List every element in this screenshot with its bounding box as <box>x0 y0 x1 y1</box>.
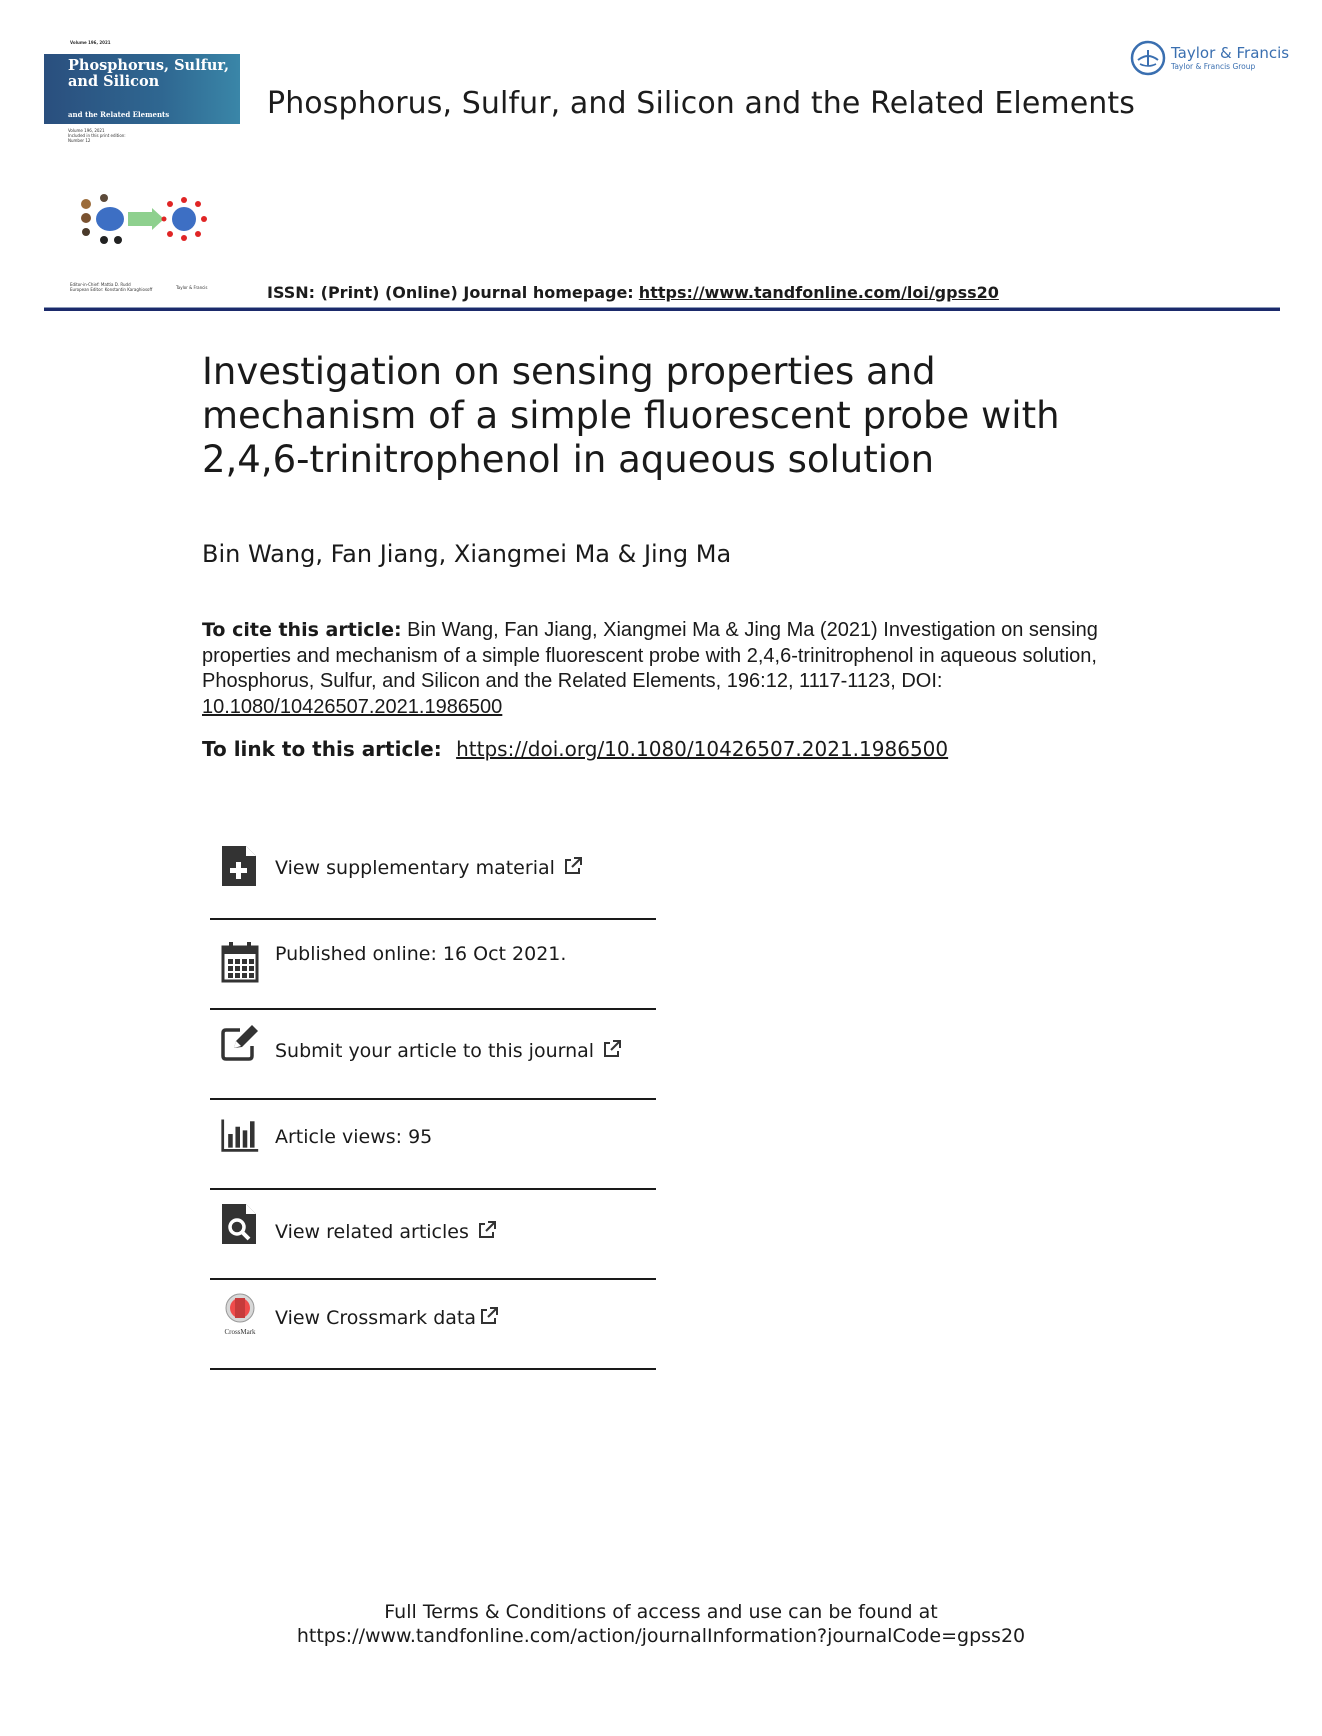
header-rule <box>44 308 1280 311</box>
external-link-icon <box>479 1306 499 1326</box>
issn-line <box>267 283 999 302</box>
article-views-row <box>210 1100 656 1188</box>
cover-edition-line: Included in this print edition: <box>68 133 126 138</box>
cover-volume-line: Volume 196, 2021 <box>70 40 111 45</box>
published-online-row <box>210 920 656 1008</box>
submit-article-label: Submit your article to this journal <box>275 1040 595 1062</box>
article-title: Investigation on sensing properties and mechanism of a simple fluorescent probe with 2,4,6-trinitrophenol in aqueous solution <box>202 350 1060 481</box>
article-doi-link[interactable]: https://doi.org/10.1080/10426507.2021.1986500 <box>456 737 949 761</box>
external-link-icon <box>602 1039 622 1059</box>
cover-edition-line: Volume 196, 2021 <box>68 128 105 133</box>
cover-editor-line: European Editor: Konstantin Karaghiosoff <box>70 287 153 292</box>
crossmark-text[interactable] <box>275 1306 499 1329</box>
footer-terms-line: Full Terms & Conditions of access and use can be found at <box>384 1601 938 1623</box>
publisher-group: Taylor & Francis Group <box>1171 62 1256 71</box>
taylor-francis-logo-icon <box>1130 40 1166 76</box>
link-label: To link to this article: <box>202 737 442 761</box>
journal-homepage-link[interactable]: https://www.tandfonline.com/loi/gpss20 <box>638 283 999 302</box>
published-online-text: Published online: 16 Oct 2021. <box>275 943 567 965</box>
publisher-name: Taylor & Francis <box>1171 44 1290 62</box>
external-link-icon <box>477 1220 497 1240</box>
cite-label: To cite this article: <box>202 619 402 641</box>
journal-title: Phosphorus, Sulfur, and Silicon and the Related Elements <box>267 86 1135 121</box>
bar-chart-icon <box>220 1112 260 1156</box>
cover-editor-lines <box>70 282 152 292</box>
supplementary-material-text[interactable] <box>275 856 583 879</box>
cover-edition-line: Number 12 <box>68 138 91 143</box>
article-authors: Bin Wang, Fan Jiang, Xiangmei Ma & Jing Ma <box>202 540 732 568</box>
footer <box>0 1600 1322 1648</box>
taylor-francis-logo[interactable] <box>1126 38 1290 78</box>
cover-title: Phosphorus, Sulfur, and Silicon <box>68 57 230 90</box>
related-articles-text[interactable] <box>275 1220 497 1243</box>
journal-cover-thumbnail <box>44 38 240 298</box>
submit-article-text[interactable] <box>275 1039 622 1062</box>
article-link-line <box>202 737 948 761</box>
issn-label: ISSN: (Print) (Online) Journal homepage: <box>267 283 634 302</box>
cover-graphical-abstract <box>74 186 214 246</box>
related-articles-label: View related articles <box>275 1221 469 1243</box>
citation-block <box>202 618 1162 720</box>
supplementary-material-row[interactable] <box>210 830 656 918</box>
submit-article-row[interactable] <box>210 1010 656 1098</box>
add-document-icon <box>220 844 260 888</box>
search-document-icon <box>220 1202 260 1246</box>
row-divider <box>210 1368 656 1370</box>
edit-icon <box>220 1022 260 1066</box>
crossmark-icon <box>220 1292 260 1336</box>
crossmark-row[interactable] <box>210 1280 656 1368</box>
cover-subtitle: and the Related Elements <box>68 110 170 119</box>
supplementary-material-label: View supplementary material <box>275 857 555 879</box>
external-link-icon <box>563 856 583 876</box>
calendar-icon <box>220 940 260 984</box>
related-articles-row[interactable] <box>210 1190 656 1278</box>
cite-text: Bin Wang, Fan Jiang, Xiangmei Ma & Jing Ma (2021) Investigation on sensing properties and mechanism of a simple fluorescent probe with 2,4,6-trinitrophenol in aqueous solution, Phosphorus, Sulfur, and Silicon and the Related Elements, 196:12, 1117-1123, DOI: <box>202 619 1098 692</box>
cover-publisher-mark: Taylor & Francis <box>176 285 208 290</box>
footer-terms-url[interactable]: https://www.tandfonline.com/action/journalInformation?journalCode=gpss20 <box>296 1625 1026 1647</box>
crossmark-label: CrossMark <box>224 1328 256 1336</box>
article-views-text: Article views: 95 <box>275 1126 433 1148</box>
crossmark-row-label: View Crossmark data <box>275 1307 477 1329</box>
cover-editor-line: Editor-in-Chief: Mattia D. Rudd <box>70 282 131 287</box>
cite-doi-link[interactable]: 10.1080/10426507.2021.1986500 <box>202 695 503 718</box>
